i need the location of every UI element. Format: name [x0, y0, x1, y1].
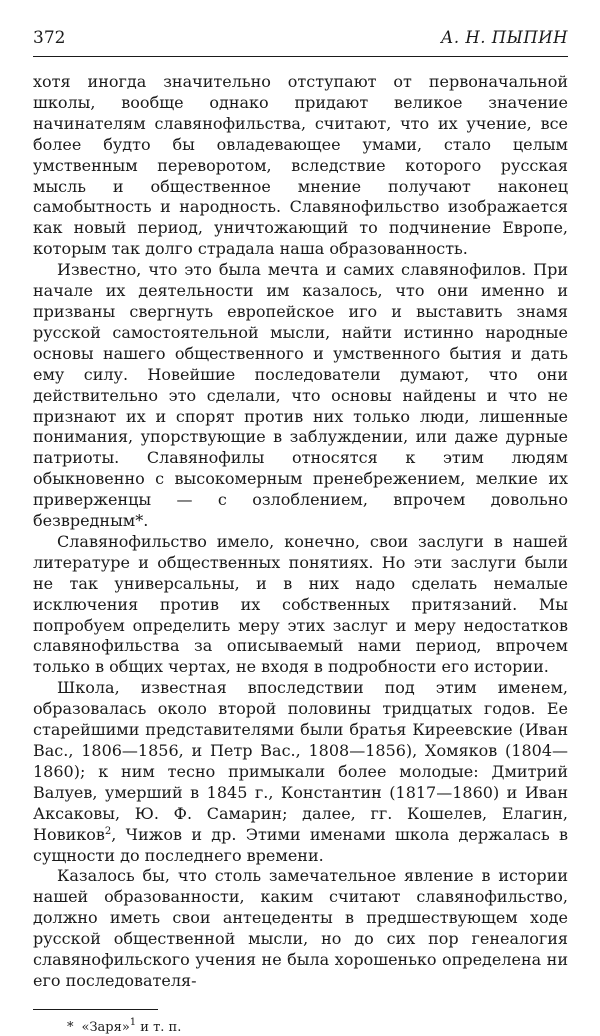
endnote-ref[interactable]: 2: [104, 825, 112, 837]
footnote: [33, 1016, 568, 1036]
footnote-rest: и т. п.: [136, 1019, 182, 1035]
running-header: [33, 28, 568, 54]
paragraph-5: [33, 866, 568, 991]
footnote-ref[interactable]: *: [135, 511, 144, 531]
footnote-rule: [33, 1009, 158, 1010]
paragraph-4: [33, 678, 568, 866]
page-number: 372: [33, 28, 66, 48]
footnote-text: «Заря»: [81, 1019, 130, 1035]
paragraph-2: [33, 260, 568, 532]
book-page: [33, 28, 568, 1036]
paragraph-1-text: хотя иногда значительно отступают от первоначальной школы, вообще однако придают великое значение начинателям славянофильства, считают, что их учение, все более будто бы овладевающее умами, стало целым умственным переворотом, вследствие которого русская мысль и общественное мнение получают наконец самобытность и народность. Славянофильство изображается как новый период, уничтожающий то подчинение Европе, которым так долго страдала наша образованность.: [33, 72, 568, 259]
paragraph-2-end: .: [143, 511, 149, 531]
running-head-author: А. Н. ПЫПИН: [440, 28, 568, 47]
header-rule: [33, 56, 568, 57]
paragraph-3-text: Славянофильство имело, конечно, свои заслуги в нашей литературе и общественных понятиях. Но эти заслуги были не так универсальны, и в них надо сделать немалые исключения против их собственных притязаний. Мы попробуем определить меру этих заслуг и меру недостатков славянофильства за описываемый нами период, впрочем только в общих чертах, не входя в подробности его истории.: [33, 531, 568, 677]
footnote-sup[interactable]: 1: [129, 1016, 137, 1028]
body-text: [33, 72, 568, 992]
paragraph-1: [33, 72, 568, 260]
paragraph-4-text: Школа, известная впоследствии под этим именем, образовалась около второй половины тридцатых годов. Ее старейшими представителями были братья Киреевские (Иван Вас., 1806—1856, и Петр Вас., 1808—1856), Хомяков (1804—1860); к ним тесно примыкали более молодые: Дмитрий Валуев, умерший в 1845 г., Константин (1817—1860) и Иван Аксаковы, Ю. Ф. Самарин; далее, гг. Кошелев, Елагин, Новиков: [33, 678, 568, 844]
paragraph-2-text: Известно, что это была мечта и самих славянофилов. При начале их деятельности им казалось, что они именно и призваны свергнуть европейское иго и выставить знамя русской самостоятельной мысли, найти истинно народные основы нашего общественного и умственного бытия и дать ему силу. Новейшие последователи думают, что они действительно это сделали, что основы найдены и что не признают их и спорят против них только люди, лишенные понимания, упорствующие в заблуждении, или даже дурные патриоты. Славянофилы относятся к этим людям обыкновенно с высокомерным пренебрежением, мелкие их приверженцы — с озлоблением, впрочем довольно безвредным: [33, 260, 568, 531]
footnote-mark: *: [67, 1019, 74, 1035]
paragraph-5-text: Казалось бы, что столь замечательное явление в истории нашей образованности, каким считают славянофильство, должно иметь свои антецеденты в предшествующем ходе русской общественной мысли, но до сих пор генеалогия славянофильского учения не была хорошенько определена ни его последователя-: [33, 866, 568, 990]
paragraph-4-end: , Чижов и др. Этими именами школа держалась в сущности до последнего времени.: [33, 824, 568, 865]
paragraph-3: [33, 532, 568, 678]
